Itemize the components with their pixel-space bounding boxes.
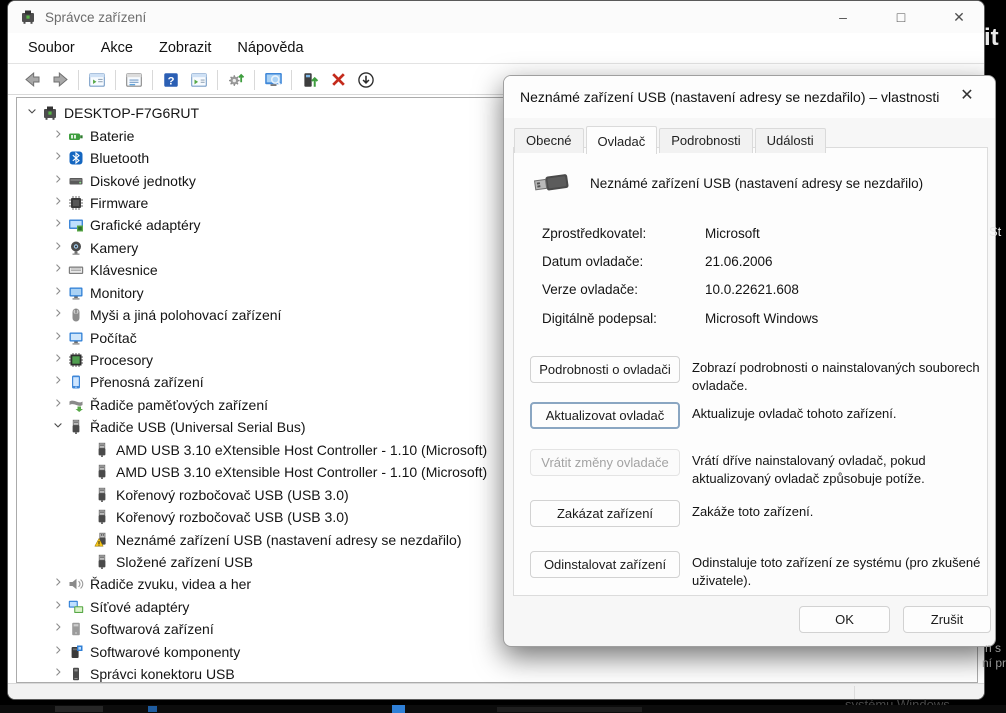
action-description: Zobrazí podrobnosti o nainstalovaných souborech ovladače. — [692, 360, 980, 393]
tree-item-label: Softwarová zařízení — [90, 621, 214, 638]
usb-icon — [94, 464, 110, 480]
network-icon — [68, 599, 84, 615]
background-text-fragment: St — [989, 224, 1002, 239]
monitor-icon — [68, 285, 84, 301]
usb-manager-icon — [68, 666, 84, 682]
field-value: Microsoft Windows — [705, 311, 819, 326]
toolbar-separator — [115, 70, 116, 90]
tree-item-label: Baterie — [90, 127, 135, 144]
processor-icon — [68, 352, 84, 368]
tree-item-label: Myši a jiná polohovací zařízení — [90, 307, 282, 324]
chevron-right-icon[interactable] — [50, 665, 66, 683]
field-row — [542, 226, 977, 244]
window-title: Správce zařízení — [45, 9, 147, 25]
field-value: 10.0.22621.608 — [705, 282, 799, 297]
device-header — [532, 170, 923, 196]
tree-item-label: Softwarové komponenty — [90, 643, 241, 660]
dialog-close-icon[interactable]: ✕ — [960, 87, 974, 104]
menu-item-soubor[interactable]: Soubor — [28, 40, 75, 56]
toolbar-button-remote-search-icon[interactable] — [259, 68, 287, 92]
background-text-fragment: n s — [985, 641, 1002, 655]
keyboard-icon — [68, 262, 84, 278]
dialog-tab-strip — [514, 125, 828, 153]
device-manager-app-icon — [20, 9, 37, 26]
cancel-button[interactable]: Zrušit — [903, 606, 991, 633]
action-button-3[interactable]: Zakázat zařízení — [530, 500, 680, 527]
device-properties-dialog — [503, 75, 996, 647]
tab-page-driver — [513, 147, 988, 596]
action-button-0[interactable]: Podrobnosti o ovladači — [530, 356, 680, 383]
usb-icon — [94, 442, 110, 458]
chevron-right-icon[interactable] — [50, 373, 66, 391]
toolbar-separator — [291, 70, 292, 90]
tree-item-label: Síťové adaptéry — [90, 598, 190, 615]
svg-text:?: ? — [167, 75, 175, 87]
toolbar-button-help-icon[interactable] — [157, 68, 185, 92]
tree-item-label: Řadiče zvuku, videa a her — [90, 576, 252, 593]
tree-item[interactable] — [17, 663, 977, 683]
chevron-right-icon[interactable] — [50, 216, 66, 234]
field-row — [542, 254, 977, 272]
software-device-icon — [68, 621, 84, 637]
field-value: 21.06.2006 — [705, 254, 773, 269]
tree-item-label: Kořenový rozbočovač USB (USB 3.0) — [116, 486, 349, 503]
usb-icon — [94, 487, 110, 503]
tree-item-label: AMD USB 3.10 eXtensible Host Controller - 1.10 (Microsoft) — [116, 441, 488, 458]
tree-item-label: Diskové jednotky — [90, 172, 196, 189]
toolbar-button-action-pane-icon[interactable] — [185, 68, 213, 92]
action-description: Aktualizuje ovladač tohoto zařízení. — [692, 406, 897, 421]
tree-item-label: Řadiče paměťových zařízení — [90, 396, 269, 413]
chevron-right-icon[interactable] — [50, 396, 66, 414]
chevron-right-icon[interactable] — [50, 351, 66, 369]
field-label: Digitálně podepsal: — [542, 311, 657, 326]
chevron-right-icon[interactable] — [50, 598, 66, 616]
tree-item-label: Kamery — [90, 239, 139, 256]
field-row — [542, 311, 977, 329]
tree-item-label: Neznámé zařízení USB (nastavení adresy se nezdařilo) — [116, 531, 462, 548]
camera-icon — [68, 240, 84, 256]
software-component-icon — [68, 644, 84, 660]
background-text-fragment: ní pr — [982, 656, 1006, 670]
tree-item-label: Počítač — [90, 329, 137, 346]
audio-icon — [68, 576, 84, 592]
toolbar-separator — [78, 70, 79, 90]
bluetooth-icon — [68, 150, 84, 166]
toolbar-separator — [254, 70, 255, 90]
toolbar-button-update-driver-icon[interactable] — [296, 68, 324, 92]
action-description: Zakáže toto zařízení. — [692, 504, 814, 519]
close-button[interactable]: ✕ — [953, 8, 965, 25]
chevron-right-icon[interactable] — [50, 172, 66, 190]
field-label: Zprostředkovatel: — [542, 226, 647, 241]
action-button-4[interactable]: Odinstalovat zařízení — [530, 551, 680, 578]
tab-ovladač[interactable]: Ovladač — [586, 126, 658, 154]
firmware-icon — [68, 195, 84, 211]
tab-podrobnosti[interactable]: Podrobnosti — [659, 128, 752, 153]
disk-icon — [68, 173, 84, 189]
window-controls — [832, 1, 970, 33]
chevron-right-icon[interactable] — [50, 239, 66, 257]
chevron-right-icon[interactable] — [50, 194, 66, 212]
chevron-right-icon[interactable] — [50, 329, 66, 347]
chevron-right-icon[interactable] — [50, 620, 66, 638]
field-label: Verze ovladače: — [542, 282, 639, 297]
action-button-2: Vrátit změny ovladače — [530, 449, 680, 476]
ok-button[interactable]: OK — [799, 606, 890, 633]
chevron-down-icon[interactable] — [24, 104, 40, 122]
usb-warning-icon — [94, 532, 110, 548]
statusbar — [8, 683, 984, 700]
tree-item-label: Procesory — [90, 352, 154, 369]
minimize-button[interactable]: – — [839, 9, 847, 25]
portable-icon — [68, 374, 84, 390]
tree-item-label: Správci konektoru USB — [90, 666, 235, 683]
tree-item-label: Složené zařízení USB — [116, 553, 253, 570]
tree-item-label: Grafické adaptéry — [90, 217, 201, 234]
tree-item-label: Monitory — [90, 284, 144, 301]
chevron-right-icon[interactable] — [50, 261, 66, 279]
background-text-fragment: it — [984, 24, 999, 51]
tree-item-label: AMD USB 3.10 eXtensible Host Controller - 1.10 (Microsoft) — [116, 464, 488, 481]
toolbar-button-properties-window-icon[interactable] — [120, 68, 148, 92]
chevron-right-icon[interactable] — [50, 149, 66, 167]
tree-item-label: Kořenový rozbočovač USB (USB 3.0) — [116, 509, 349, 526]
dialog-titlebar — [504, 76, 995, 118]
action-description: Odinstaluje toto zařízení ze systému (pro zkušené uživatele). — [692, 555, 981, 588]
usb-icon — [68, 419, 84, 435]
action-button-1[interactable]: Aktualizovat ovladač — [530, 402, 680, 429]
taskbar-app-icon[interactable] — [392, 705, 405, 713]
tab-obecné[interactable]: Obecné — [514, 128, 584, 153]
dialog-title: Neznámé zařízení USB (nastavení adresy se nezdařilo) – vlastnosti — [520, 89, 940, 105]
chevron-right-icon[interactable] — [50, 575, 66, 593]
tree-item-label: Přenosná zařízení — [90, 374, 204, 391]
chevron-right-icon[interactable] — [50, 127, 66, 145]
toolbar-button-nav-forward-icon[interactable] — [46, 68, 74, 92]
storage-icon — [68, 397, 84, 413]
maximize-button[interactable]: □ — [896, 9, 906, 25]
action-description: Vrátí dříve nainstalovaný ovladač, pokud aktualizovaný ovladač způsobuje potíže. — [692, 453, 926, 486]
toolbar-button-nav-back-icon[interactable] — [18, 68, 46, 92]
chevron-right-icon[interactable] — [50, 306, 66, 324]
toolbar-separator — [152, 70, 153, 90]
chevron-down-icon[interactable] — [50, 418, 66, 436]
tree-item-label: Klávesnice — [90, 262, 158, 279]
field-row — [542, 282, 977, 300]
taskbar-item[interactable] — [497, 707, 642, 712]
battery-icon — [68, 128, 84, 144]
computer-host-icon — [42, 105, 58, 121]
toolbar-button-disable-device-icon[interactable] — [352, 68, 380, 92]
computer-icon — [68, 330, 84, 346]
taskbar-item[interactable] — [55, 706, 103, 712]
toolbar-button-console-window-icon[interactable] — [83, 68, 111, 92]
menu-item-zobrazit[interactable]: Zobrazit — [159, 40, 212, 56]
field-label: Datum ovladače: — [542, 254, 644, 269]
tab-události[interactable]: Události — [755, 128, 826, 153]
gpu-icon — [68, 217, 84, 233]
taskbar[interactable] — [0, 705, 1006, 713]
tree-item-label: Firmware — [90, 194, 149, 211]
usb-icon — [94, 509, 110, 525]
menu-item-nápověda[interactable]: Nápověda — [237, 40, 304, 56]
menu-item-akce[interactable]: Akce — [100, 40, 134, 56]
usb-icon — [94, 554, 110, 570]
device-name: Neznámé zařízení USB (nastavení adresy se nezdařilo) — [590, 175, 924, 191]
toolbar-button-scan-hardware-icon[interactable] — [222, 68, 250, 92]
usb-plug-icon — [532, 170, 572, 196]
toolbar-button-uninstall-icon[interactable] — [324, 68, 352, 92]
chevron-right-icon[interactable] — [50, 284, 66, 302]
field-value: Microsoft — [705, 226, 760, 241]
toolbar-separator — [217, 70, 218, 90]
menubar — [8, 33, 984, 64]
taskbar-item[interactable] — [148, 706, 157, 712]
tree-item-label: Řadiče USB (Universal Serial Bus) — [90, 419, 306, 436]
mouse-icon — [68, 307, 84, 323]
chevron-right-icon[interactable] — [50, 643, 66, 661]
tree-item-label: DESKTOP-F7G6RUT — [64, 105, 200, 122]
tree-item-label: Bluetooth — [90, 150, 150, 167]
